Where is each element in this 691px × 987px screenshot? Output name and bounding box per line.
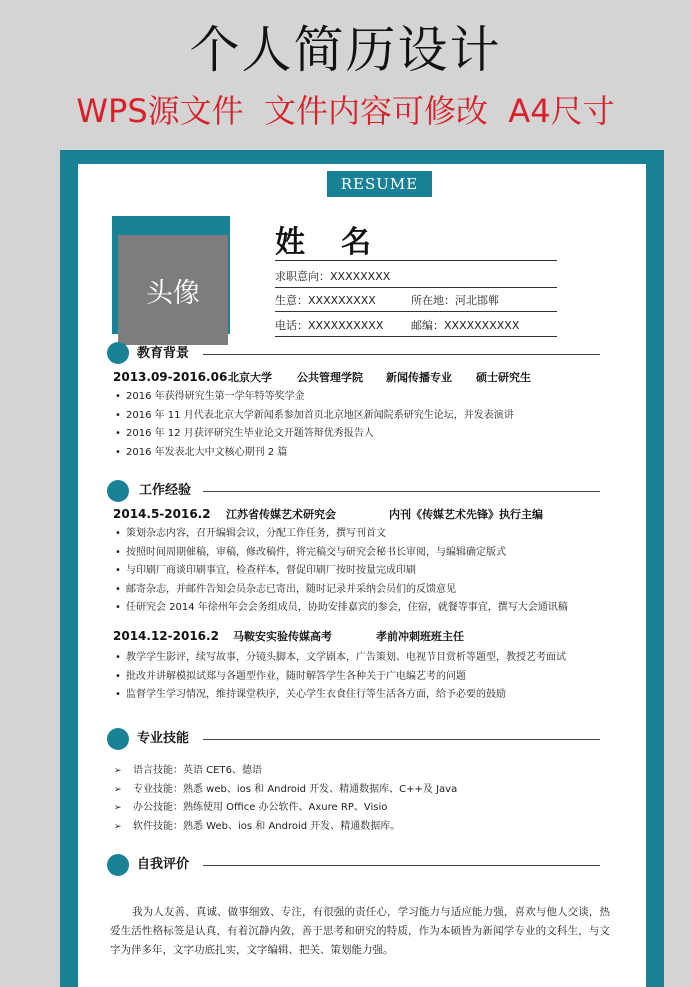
info-divider bbox=[275, 311, 557, 312]
banner-title: 个人简历设计 bbox=[189, 21, 502, 79]
list-item: • 监督学生学习情况，维持课堂秩序，关心学生衣食住行等生活各方面，给予必要的鼓励 bbox=[113, 686, 566, 705]
edu-period: 2013.09-2016.06 bbox=[113, 370, 228, 384]
edu-school: 北京大学 bbox=[228, 371, 272, 384]
list-item: • 批改并讲解模拟试郑与各题型作业，随时解答学生各种关于广电编艺考的问题 bbox=[113, 668, 566, 687]
list-item: ➢ 专业技能：熟悉 web、ios 和 Android 开发、精通数据库、C++及 Java bbox=[114, 781, 457, 800]
resume-tag: RESUME bbox=[327, 171, 432, 197]
resume-frame bbox=[60, 150, 664, 987]
job-org: 江苏省传媒艺术研究会 bbox=[226, 508, 336, 521]
section-dot bbox=[107, 854, 129, 876]
section-dot bbox=[107, 342, 129, 364]
resume-paper bbox=[78, 164, 646, 987]
list-item: • 教学学生影评，续写故事，分镜头脚本，文学剧本，广告策划、电视节目赏析等题型，教授艺考面试 bbox=[113, 649, 566, 668]
job-period: 2014.5-2016.2 bbox=[113, 507, 211, 521]
info-divider bbox=[275, 336, 557, 337]
list-item: ➢ 办公技能：熟练使用 Office 办公软件、Axure RP、Visio bbox=[114, 799, 457, 818]
section-dot bbox=[107, 728, 129, 750]
list-item: • 策划杂志内容，召开编辑会议，分配工作任务，撰写刊首文 bbox=[113, 525, 568, 544]
edu-major: 新闻传播专业 bbox=[386, 371, 452, 384]
job-list bbox=[113, 525, 568, 618]
list-item: • 2016 年 12 月获评研究生毕业论文开题答辩优秀报告人 bbox=[113, 425, 514, 444]
photo-placeholder[interactable] bbox=[118, 235, 228, 345]
section-line bbox=[203, 491, 600, 492]
list-item: • 2016 年 11 月代表北京大学新闻系参加首页北京地区新闻院系研究生论坛，并发表演讲 bbox=[113, 407, 514, 426]
section-line bbox=[203, 354, 600, 355]
banner-subtitle: WPS源文件 文件内容可修改 A4尺寸 bbox=[76, 92, 615, 130]
name-underline bbox=[275, 260, 557, 261]
photo-label: 头像 bbox=[146, 277, 200, 309]
job-role: 孝前冲刺班班主任 bbox=[376, 630, 464, 643]
skills-list bbox=[114, 762, 457, 836]
edu-degree: 硕士研究生 bbox=[476, 371, 531, 384]
section-title-skills: 专业技能 bbox=[137, 731, 190, 746]
edu-list bbox=[113, 388, 514, 462]
info-birth: 生意：XXXXXXXXX bbox=[275, 294, 376, 307]
section-title-education: 教育背景 bbox=[137, 346, 190, 361]
info-objective: 求职意向：XXXXXXXX bbox=[275, 270, 391, 283]
list-item: ➢ 语言技能：英语 CET6、德语 bbox=[114, 762, 457, 781]
section-title-work: 工作经验 bbox=[139, 483, 192, 498]
job-period: 2014.12-2016.2 bbox=[113, 629, 219, 643]
list-item: • 2016 年获得研究生第一学年特等奖学金 bbox=[113, 388, 514, 407]
list-item: • 任研究会 2014 年徐州年会会务组成员，协助安排嘉宾的参会，住宿，就餐等事宜，撰写大会通讯稿 bbox=[113, 599, 568, 618]
name-heading: 姓名 bbox=[275, 225, 407, 260]
self-eval-text: 我为人友善、真诚、做事细致、专注，有很强的责任心，学习能力与适应能力强，喜欢与他人交谈，热爱生活性格标签是认真，有着沉静内敛，善于思考和研究的特质，作为本硕皆为新闻学专业的文科生，与文字为伴多年，文字功底扎实，文字编辑、把关、策划能力强。 bbox=[110, 906, 610, 956]
info-location: 所在地：河北邯郸 bbox=[411, 294, 499, 307]
edu-college: 公共管理学院 bbox=[297, 371, 363, 384]
list-item: ➢ 软件技能：熟悉 Web、ios 和 Android 开发、精通数据库。 bbox=[114, 818, 457, 837]
section-line bbox=[203, 865, 600, 866]
list-item: • 邮寄杂志，并邮件告知会员杂志已寄出，随时记录并采纳会员们的反馈意见 bbox=[113, 581, 568, 600]
section-line bbox=[203, 739, 600, 740]
section-dot bbox=[107, 480, 129, 502]
info-email: 邮编：XXXXXXXXXX bbox=[411, 319, 520, 332]
list-item: • 按照时间周期催稿，审稿，修改稿件，将完稿交与研究会秘书长审阅，与编辑确定版式 bbox=[113, 544, 568, 563]
job-list bbox=[113, 649, 566, 705]
info-divider bbox=[275, 287, 557, 288]
info-phone: 电话：XXXXXXXXXX bbox=[275, 319, 384, 332]
job-org: 马鞍安实验传媒高考 bbox=[233, 630, 332, 643]
list-item: • 2016 年发表北大中文核心期刊 2 篇 bbox=[113, 444, 514, 463]
section-title-self-eval: 自我评价 bbox=[137, 857, 190, 872]
job-role: 内刊《传媒艺术先锋》执行主编 bbox=[389, 508, 543, 521]
list-item: • 与印刷厂商谈印刷事宜，检查样本，督促印刷厂按时按量完成印刷 bbox=[113, 562, 568, 581]
